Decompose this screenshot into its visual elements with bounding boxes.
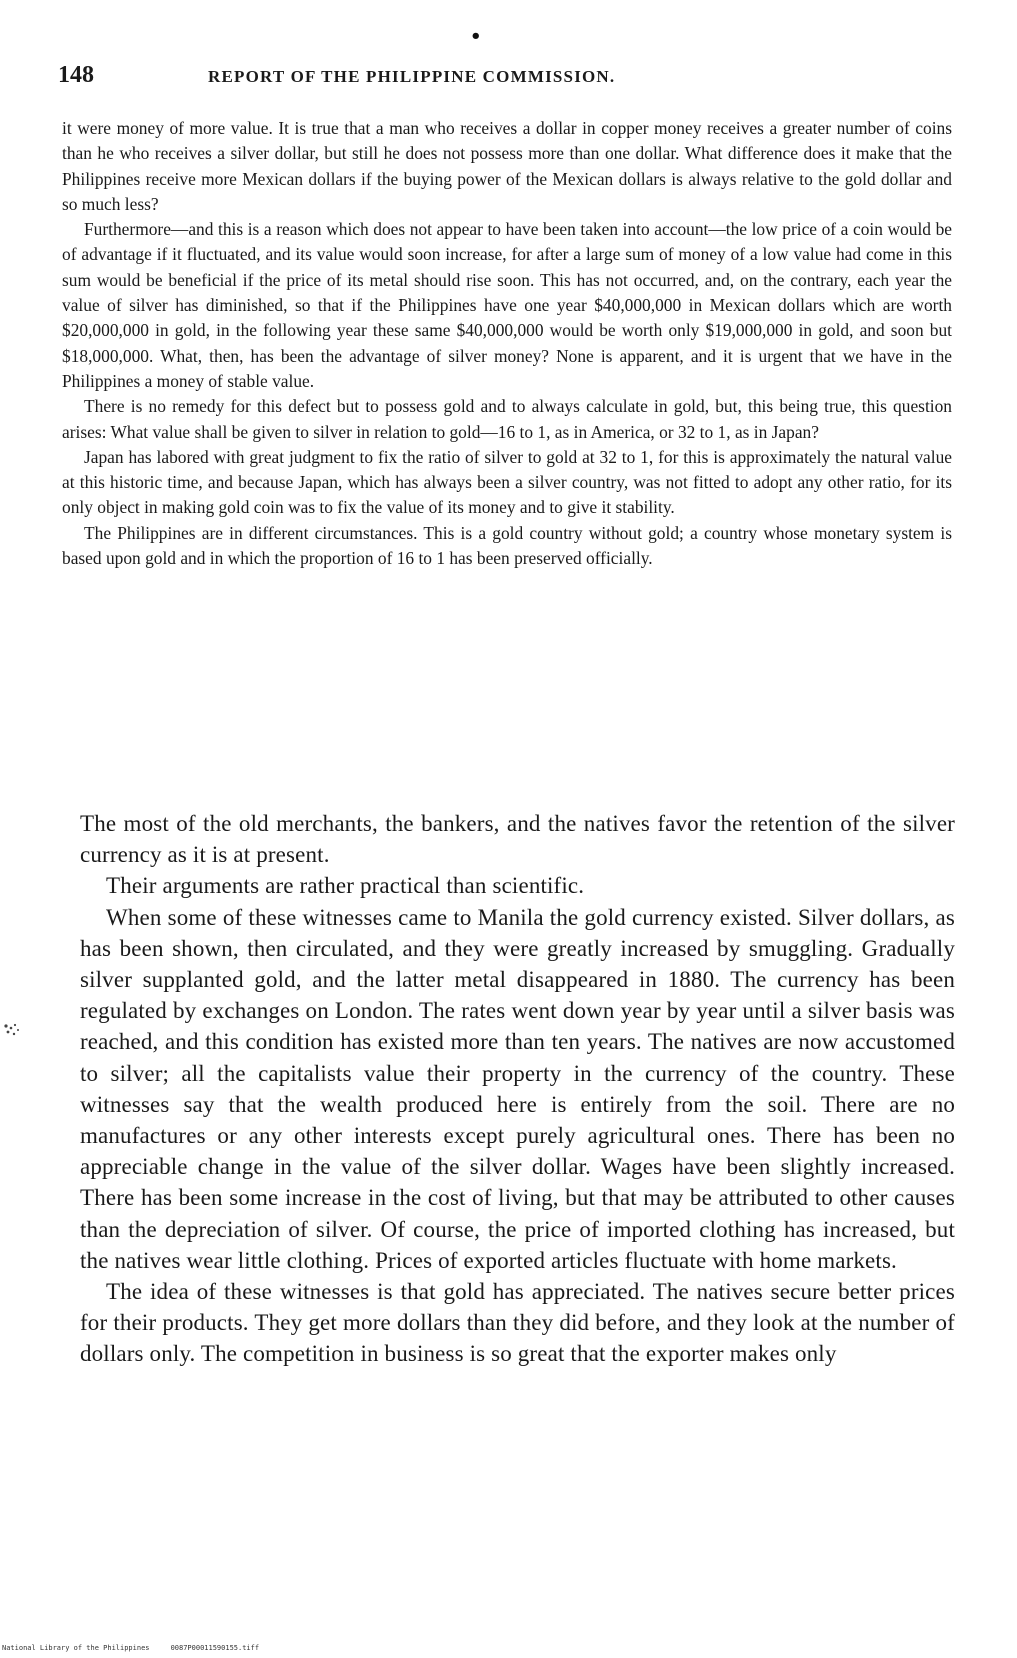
large-type-section: [80, 808, 955, 1370]
top-ink-mark: •: [470, 26, 482, 47]
page-number: 148: [58, 62, 94, 88]
paragraph: Furthermore—and this is a reason which does not appear to have been taken into account—the low price of a coin would be of advantage if it fluctuated, and its value would soon increase, for after a large sum of money of a low value had come in this sum would be beneficial if the price of its metal should rise soon. This has not occurred, and, on the contrary, each year the value of silver has diminished, so that if the Philippines have one year $40,000,000 in Mexican dollars which are worth $20,000,000 in gold, in the following year these same $40,000,000 would be worth only $19,000,000 in gold, and soon but $18,000,000. What, then, has been the advantage of silver money? None is apparent, and it is urgent that we have in the Philippines a money of stable value.: [62, 219, 952, 391]
margin-ink-smudge-icon: [0, 1022, 22, 1040]
paragraph: The most of the old merchants, the bankers, and the natives favor the retention of the silver currency as it is at present.: [80, 811, 955, 868]
paragraph: The Philippines are in different circumstances. This is a gold country without gold; a country whose monetary system is based upon gold and in which the proportion of 16 to 1 has been preserved officially.: [62, 522, 952, 569]
small-type-section: [62, 116, 952, 571]
paragraph: Their arguments are rather practical than scientific.: [106, 873, 585, 899]
paragraph: it were money of more value. It is true that a man who receives a dollar in copper money receives a greater number of coins than he who receives a silver dollar, but still he does not possess more than one dollar. What difference does it make that the Philippines receive more Mexican dollars if the buying power of the Mexican dollars is always relative to the gold dollar and so much less?: [62, 118, 952, 214]
paragraph: The idea of these witnesses is that gold has appreciated. The natives secure better prices for their products. They get more dollars than they did before, and they look at the number of dollars only. The competition in business is so great that the exporter makes only: [80, 1279, 955, 1367]
scan-footer: National Library of the Philippines 0087P00011590155.tiff: [2, 1644, 260, 1652]
paragraph: There is no remedy for this defect but to possess gold and to always calculate in gold, but, this being true, this question arises: What value shall be given to silver in relation to gold—16 to 1, as in America, or 32 to 1, as in Japan?: [62, 396, 952, 442]
paragraph: Japan has labored with great judgment to fix the ratio of silver to gold at 32 to 1, for this is approximately the natural value at this historic time, and because Japan, which has always been a silver country, was not fitted to adopt any other ratio, for its only object in making gold coin was to fix the value of its money and to give it stability.: [62, 446, 952, 518]
running-head: [58, 62, 773, 89]
paragraph: When some of these witnesses came to Manila the gold currency existed. Silver dollars, as has been shown, then circulated, and they were greatly increased by smuggling. Gradually silver supplanted gold, and the latter metal disappeared in 1880. The currency has been regulated by exchanges on London. The rates went down year by year until a silver basis was reached, and this condition has existed more than ten years. The natives are now accustomed to silver; all the capitalists value their property in the currency of the country. These witnesses say that the wealth produced here is entirely from the soil. There are no manufactures or any other interests except purely agricultural ones. There has been no appreciable change in the value of the silver dollar. Wages have been slightly increased. There has been some increase in the cost of living, but that may be attributed to other causes than the depreciation of silver. Of course, the price of imported clothing has increased, but the natives wear little clothing. Prices of exported articles fluctuate with home markets.: [80, 904, 955, 1273]
running-title: REPORT OF THE PHILIPPINE COMMISSION.: [208, 67, 616, 86]
